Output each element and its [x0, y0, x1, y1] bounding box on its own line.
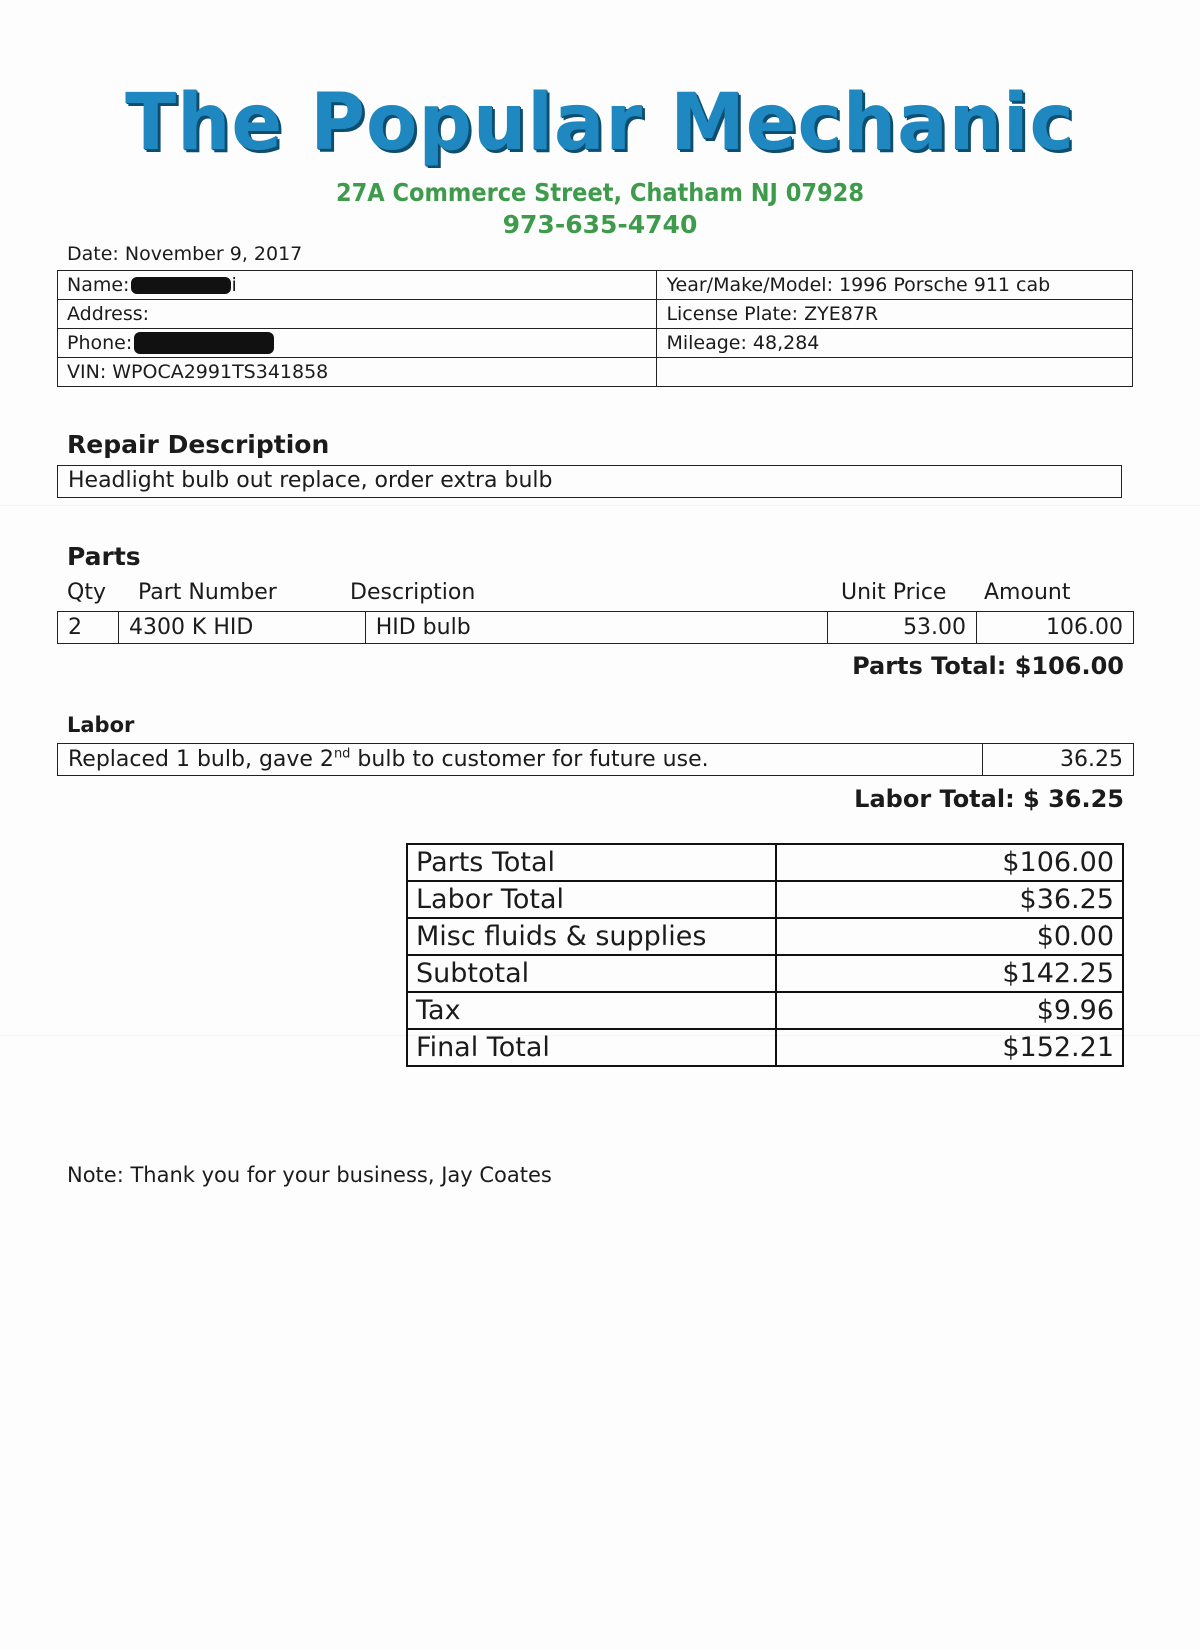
- totals-summary-table: [406, 843, 1124, 1067]
- customer-info-table: [57, 270, 1133, 387]
- repair-description-title: Repair Description: [67, 430, 330, 459]
- vin-cell: VIN: WPOCA2991TS341858: [58, 358, 657, 387]
- labor-description-ordinal: nd: [333, 746, 351, 762]
- shop-phone: 973-635-4740: [502, 210, 698, 239]
- summary-label: Misc fluids & supplies: [407, 918, 776, 955]
- thank-you-note: Note: Thank you for your business, Jay Coates: [67, 1163, 552, 1187]
- parts-header-part-number: Part Number: [138, 580, 277, 605]
- customer-name-suffix: i: [231, 274, 237, 296]
- parts-header-qty: Qty: [67, 580, 106, 605]
- table-row: [407, 1029, 1123, 1066]
- shop-address: 27A Commerce Street, Chatham NJ 07928: [336, 178, 864, 207]
- part-qty: 2: [58, 612, 119, 644]
- repair-description-box: Headlight bulb out replace, order extra bulb: [57, 465, 1122, 498]
- invoice-date: Date: November 9, 2017: [67, 243, 303, 265]
- parts-title: Parts: [67, 542, 141, 571]
- summary-value: $152.21: [776, 1029, 1123, 1066]
- customer-name-cell: [58, 271, 657, 300]
- summary-value: $36.25: [776, 881, 1123, 918]
- vehicle-cell: Year/Make/Model: 1996 Porsche 911 cab: [657, 271, 1133, 300]
- customer-name-label: Name:: [67, 274, 130, 296]
- table-row: [58, 744, 1134, 776]
- table-row: [58, 612, 1134, 644]
- summary-value: $142.25: [776, 955, 1123, 992]
- part-number: 4300 K HID: [118, 612, 365, 644]
- summary-value: $0.00: [776, 918, 1123, 955]
- shop-name: The Popular Mechanic: [125, 78, 1075, 168]
- summary-label: Subtotal: [407, 955, 776, 992]
- table-row: [407, 955, 1123, 992]
- parts-header-amount: Amount: [984, 580, 1071, 605]
- customer-address-cell: Address:: [58, 300, 657, 329]
- license-plate-cell: License Plate: ZYE87R: [657, 300, 1133, 329]
- table-row: [407, 992, 1123, 1029]
- labor-title: Labor: [67, 713, 135, 737]
- summary-value: $106.00: [776, 844, 1123, 881]
- customer-phone-cell: [58, 329, 657, 358]
- summary-label: Tax: [407, 992, 776, 1029]
- labor-description-rest: bulb to customer for future use.: [350, 747, 709, 772]
- part-description: HID bulb: [365, 612, 827, 644]
- labor-amount: 36.25: [983, 744, 1134, 776]
- part-unit-price: 53.00: [828, 612, 977, 644]
- table-row: [407, 844, 1123, 881]
- summary-label: Labor Total: [407, 881, 776, 918]
- parts-table: [57, 611, 1134, 644]
- redacted-phone: [134, 332, 274, 354]
- parts-header-description: Description: [350, 580, 476, 605]
- customer-phone-label: Phone:: [67, 331, 133, 354]
- redacted-name: [131, 277, 231, 294]
- labor-description: [58, 744, 983, 776]
- labor-total: Labor Total: $ 36.25: [854, 785, 1124, 813]
- summary-label: Final Total: [407, 1029, 776, 1066]
- labor-table: [57, 743, 1134, 776]
- paper-fold-line: [0, 505, 1200, 506]
- summary-label: Parts Total: [407, 844, 776, 881]
- parts-total: Parts Total: $106.00: [852, 652, 1124, 680]
- parts-header-unit-price: Unit Price: [841, 580, 947, 605]
- table-row: [407, 918, 1123, 955]
- part-amount: 106.00: [977, 612, 1134, 644]
- table-row: [407, 881, 1123, 918]
- summary-value: $9.96: [776, 992, 1123, 1029]
- empty-cell: [657, 358, 1133, 387]
- labor-description-text: Replaced 1 bulb, gave 2: [68, 747, 334, 772]
- mileage-cell: Mileage: 48,284: [657, 329, 1133, 358]
